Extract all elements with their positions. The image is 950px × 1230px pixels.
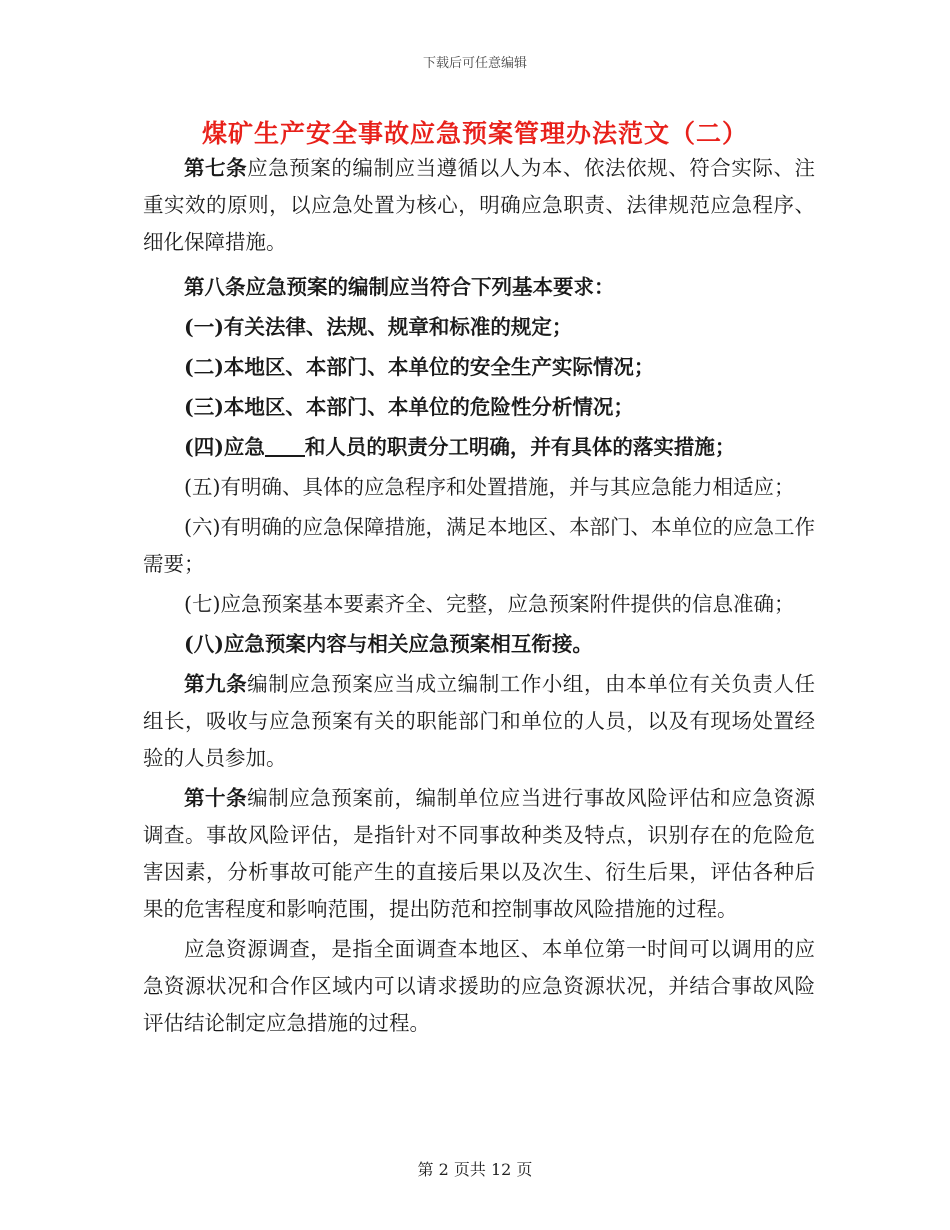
requirement-4-after: 和人员的职责分工明确，并有具体的落实措施； <box>304 435 736 459</box>
article-7 <box>143 150 815 261</box>
document-title: 煤矿生产安全事故应急预案管理办法范文（二） <box>201 119 748 148</box>
header-note: 下载后可任意编辑 <box>422 56 527 71</box>
requirement-6: (六)有明确的应急保障措施，满足本地区、本部门、本单位的应急工作需要； <box>143 515 815 576</box>
page-footer: 第 2 页共 12 页 <box>417 1160 533 1179</box>
article-9-text: 编制应急预案应当成立编制工作小组，由本单位有关负责人任组长，吸收与应急预案有关的职能部门和单位的人员，以及有现场处置经验的人员参加。 <box>143 672 815 770</box>
document-body <box>143 150 815 1045</box>
requirement-4 <box>143 429 815 466</box>
article-10-label: 第十条 <box>184 786 248 810</box>
article-9-label: 第九条 <box>184 672 248 696</box>
article-8: 第八条应急预案的编制应当符合下列基本要求： <box>184 275 615 299</box>
requirement-4-before: (四)应急 <box>184 435 265 459</box>
fill-in-blank <box>265 435 305 458</box>
article-10 <box>143 780 815 928</box>
article-10-text: 编制应急预案前，编制单位应当进行事故风险评估和应急资源调查。事故风险评估，是指针对不同事故种类及特点，识别存在的危险危害因素，分析事故可能产生的直接后果以及次生、衍生后果，评估各种后果的危害程度和影响范围，提出防范和控制事故风险措施的过程。 <box>143 786 815 921</box>
requirement-7: (七)应急预案基本要素齐全、完整，应急预案附件提供的信息准确； <box>184 592 795 616</box>
article-9 <box>143 666 815 777</box>
requirement-2: (二)本地区、本部门、本单位的安全生产实际情况； <box>184 355 655 379</box>
article-7-label: 第七条 <box>184 156 248 180</box>
article-7-text: 应急预案的编制应当遵循以人为本、依法依规、符合实际、注重实效的原则，以应急处置为核心，明确应急职责、法律规范应急程序、细化保障措施。 <box>143 156 815 254</box>
requirement-8: (八)应急预案内容与相关应急预案相互衔接。 <box>184 632 593 656</box>
requirement-5: (五)有明确、具体的应急程序和处置措施，并与其应急能力相适应； <box>184 475 795 499</box>
requirement-1: (一)有关法律、法规、规章和标准的规定； <box>184 315 573 339</box>
requirement-3: (三)本地区、本部门、本单位的危险性分析情况； <box>184 395 634 419</box>
paragraph-resources: 应急资源调查，是指全面调查本地区、本单位第一时间可以调用的应急资源状况和合作区域内可以请求援助的应急资源状况，并结合事故风险评估结论制定应急措施的过程。 <box>143 937 815 1035</box>
